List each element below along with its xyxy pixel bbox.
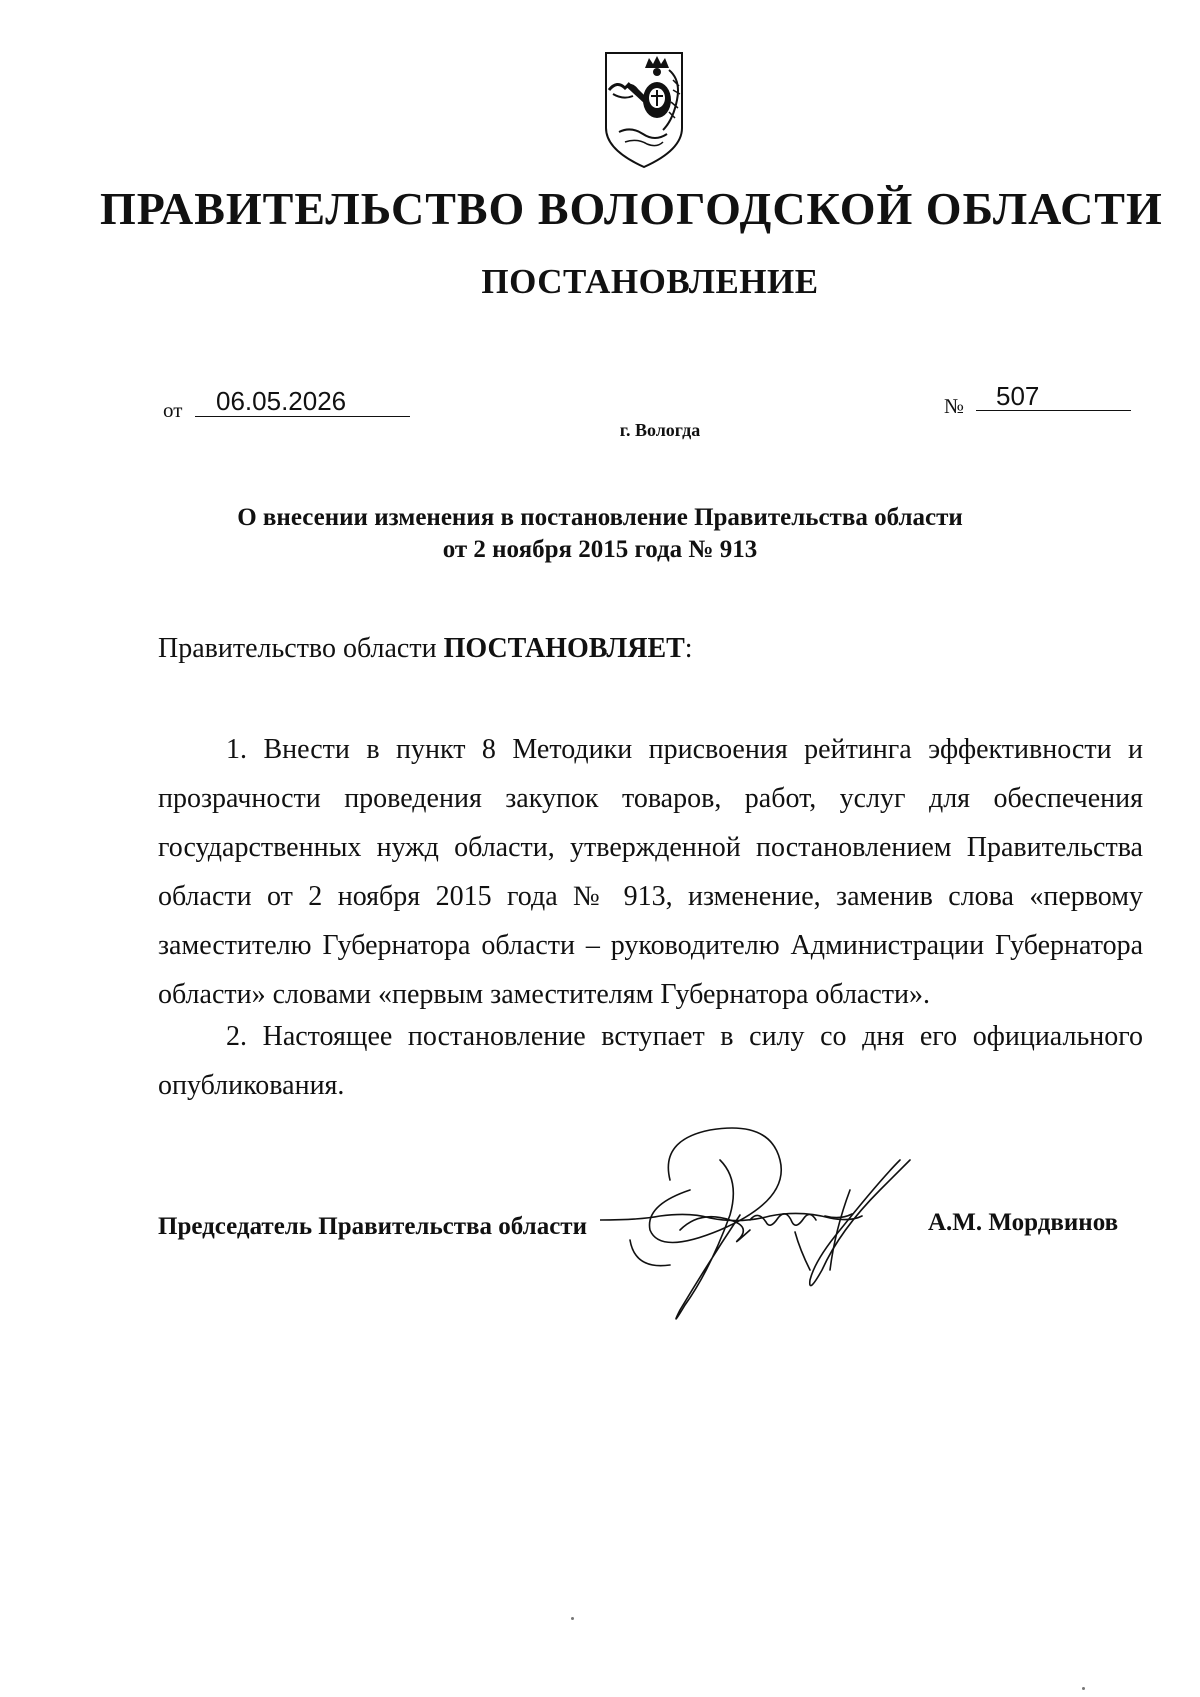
signatory-name: А.М. Мордвинов bbox=[928, 1209, 1119, 1236]
subject-line-1: О внесении изменения в постановление Правительства области bbox=[237, 504, 963, 531]
subject-line-2: от 2 ноября 2015 года № 913 bbox=[442, 536, 758, 563]
scan-speck bbox=[1082, 1687, 1085, 1690]
signatory-position: Председатель Правительства области bbox=[158, 1213, 587, 1240]
number-label: № bbox=[944, 394, 965, 418]
clause-2: 2. Настоящее постановление вступает в силу со дня его официального опубликования. bbox=[158, 1021, 1143, 1101]
preamble bbox=[158, 633, 693, 665]
handwritten-signature bbox=[600, 1120, 960, 1350]
document-type-heading: ПОСТАНОВЛЕНИЕ bbox=[481, 262, 819, 301]
vologda-coat-of-arms-icon bbox=[603, 50, 685, 170]
clause-1: 1. Внести в пункт 8 Методики присвоения рейтинга эффективности и прозрачности проведения закупок товаров, работ, услуг для обеспечения государственных нужд области, утвержденной постановлением Правительства области от 2 ноября 2015 года № 913, изменение, заменив слова «первому заместителю Губернатора области – руководителю Администрации Губернатора области» словами «первым заместителям Губернатора области». bbox=[158, 734, 1143, 1010]
preamble-text: Правительство области bbox=[158, 633, 444, 664]
preamble-colon: : bbox=[684, 633, 693, 664]
preamble-decree-word: ПОСТАНОВЛЯЕТ bbox=[443, 633, 685, 664]
document-subject bbox=[150, 502, 1050, 566]
document-date: 06.05.2026 bbox=[216, 386, 347, 416]
date-label: от bbox=[163, 398, 183, 422]
scan-speck bbox=[571, 1617, 574, 1620]
government-title: ПРАВИТЕЛЬСТВО ВОЛОГОДСКОЙ ОБЛАСТИ bbox=[100, 183, 1163, 234]
document-number: 507 bbox=[996, 381, 1040, 411]
city-label: г. Вологда bbox=[619, 420, 701, 440]
